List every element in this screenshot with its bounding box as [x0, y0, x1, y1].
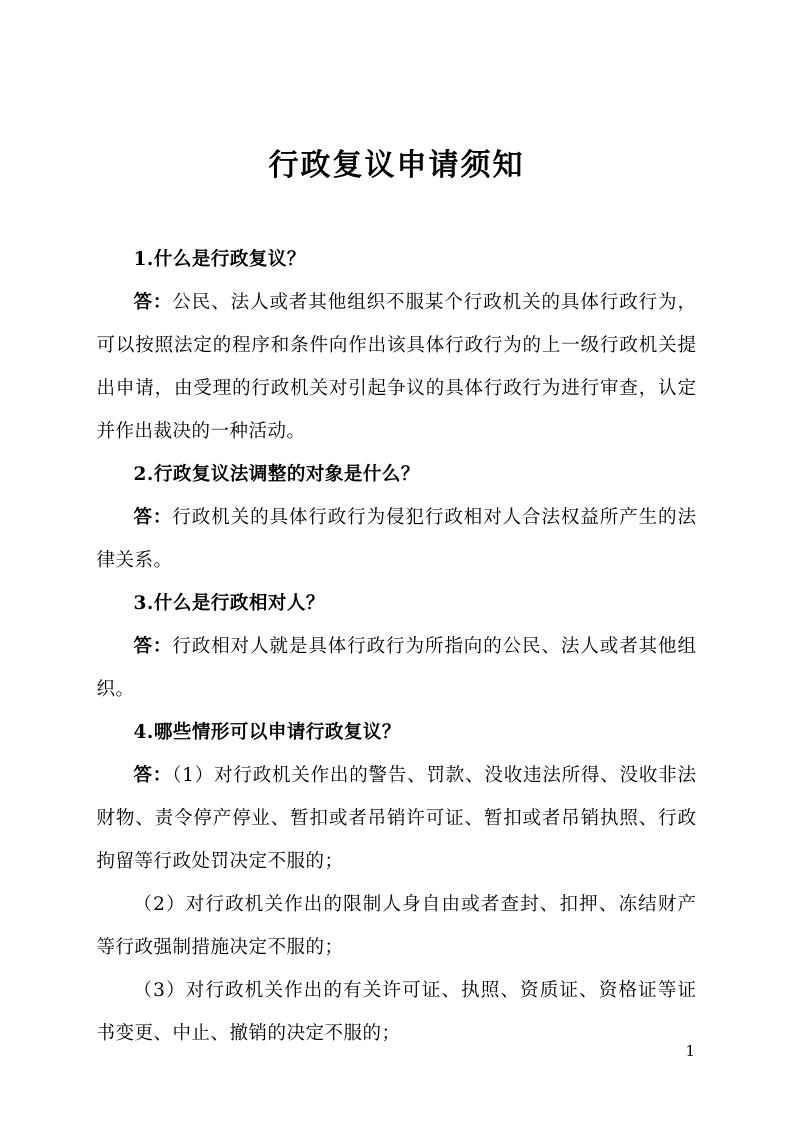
document-body: [97, 184, 697, 1055]
question-4: 4.哪些情形可以申请行政复议？: [133, 722, 401, 743]
page-number: 1: [685, 1042, 695, 1060]
answer-3-lead: 答：: [133, 636, 173, 657]
answer-1-text: 公民、法人或者其他组织不服某个行政机关的具体行政行为，可以按照法定的程序和条件向作出该具体行政行为的上一级行政机关提出申请，由受理的行政机关对引起争议的具体行政行为进行审查，认定并作出裁决的一种活动。: [96, 292, 697, 442]
page-title: 行政复议申请须知: [268, 148, 525, 183]
answer-4-item-3: （3）对行政机关作出的有关许可证、执照、资质证、资格证等证书变更、中止、撤销的决定不服的；: [96, 980, 697, 1044]
question-1: 1.什么是行政复议？: [133, 249, 306, 270]
answer-1-lead: 答：: [133, 292, 173, 313]
answer-3-text: 行政相对人就是具体行政行为所指向的公民、法人或者其他组织。: [96, 636, 697, 700]
answer-4-item-2: （2）对行政机关作出的限制人身自由或者查封、扣押、冻结财产等行政强制措施决定不服的；: [96, 894, 697, 958]
answer-4: [97, 754, 697, 883]
question-2: 2.行政复议法调整的对象是什么？: [133, 464, 420, 485]
answer-2-text: 行政机关的具体行政行为侵犯行政相对人合法权益所产生的法律关系。: [96, 507, 697, 571]
answer-1: [97, 281, 697, 453]
answer-2-lead: 答：: [133, 507, 173, 528]
answer-2: [97, 496, 697, 582]
answer-4-lead: 答：: [133, 765, 173, 786]
answer-4-text: （1）对行政机关作出的警告、罚款、没收违法所得、没收非法财物、责令停产停业、暂扣或者吊销许可证、暂扣或者吊销执照、行政拘留等行政处罚决定不服的；: [96, 765, 697, 872]
answer-3: [97, 625, 697, 711]
question-3: 3.什么是行政相对人？: [133, 593, 325, 614]
